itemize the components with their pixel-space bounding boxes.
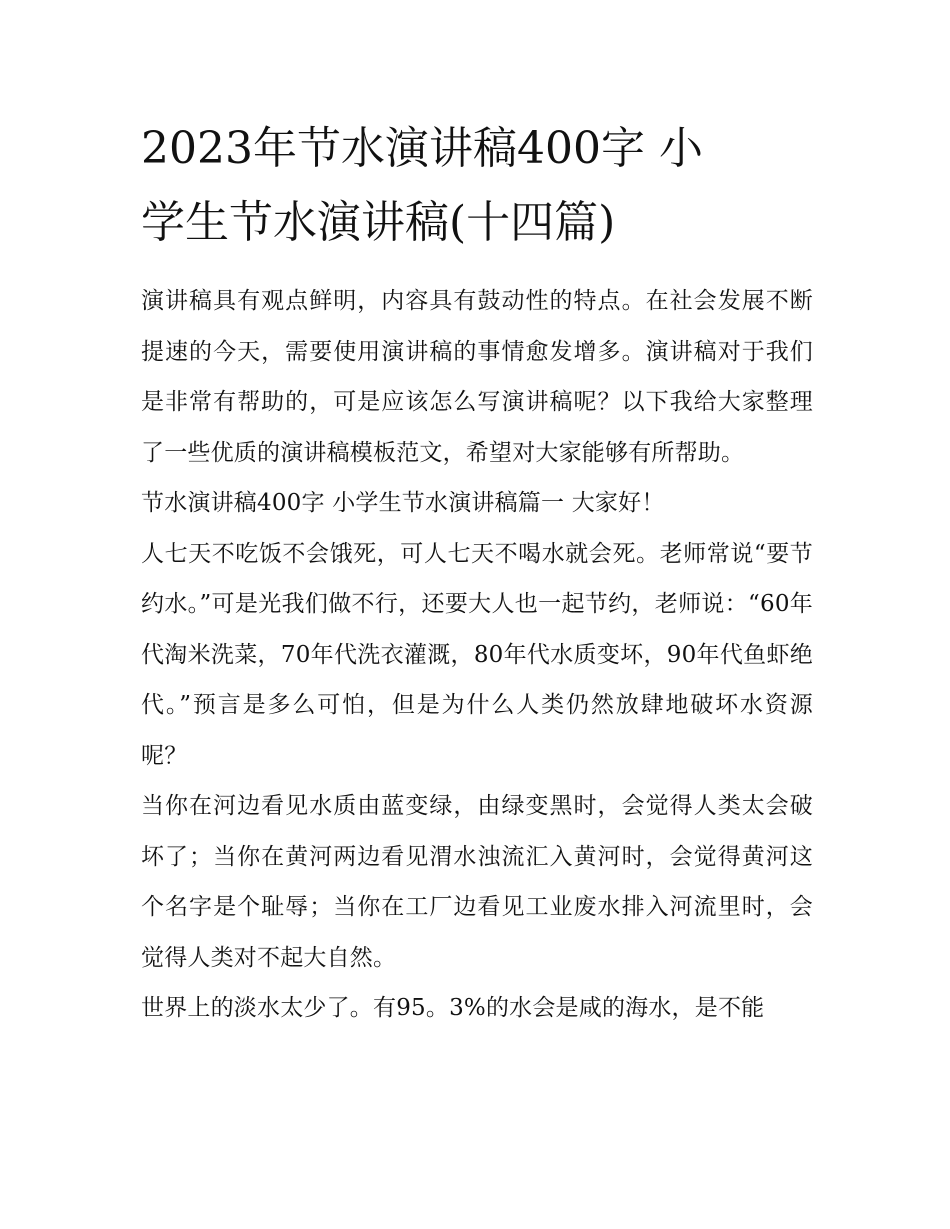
title-line-2: 学生节水演讲稿(十四篇) [141, 197, 616, 248]
document-title [141, 112, 813, 260]
body-paragraph: 世界上的淡水太少了。有95。3%的水会是咸的海水，是不能 [141, 995, 765, 1021]
document-body [141, 276, 813, 1034]
body-paragraph: 当你在河边看见水质由蓝变绿，由绿变黑时，会觉得人类太会破坏了；当你在黄河两边看见渭水浊流汇入黄河时，会觉得黄河这个名字是个耻辱；当你在工厂边看见工业废水排入河流里时，会觉得人类对不起大自然。 [141, 793, 813, 971]
title-line-1: 2023年节水演讲稿400字 小 [141, 123, 703, 174]
document-content [141, 112, 813, 1034]
body-paragraph: 人七天不吃饭不会饿死，可人七天不喝水就会死。老师常说“要节约水。”可是光我们做不行，还要大人也一起节约，老师说：“60年代淘米洗菜，70年代洗衣灌溉，80年代水质变坏，90年代鱼虾绝代。”预言是多么可怕，但是为什么人类仍然放肆地破坏水资源呢？ [141, 540, 813, 769]
section-heading-paragraph: 节水演讲稿400字 小学生节水演讲稿篇一 大家好！ [141, 490, 665, 516]
intro-paragraph: 演讲稿具有观点鲜明，内容具有鼓动性的特点。在社会发展不断提速的今天，需要使用演讲稿的事情愈发增多。演讲稿对于我们是非常有帮助的，可是应该怎么写演讲稿呢？以下我给大家整理了一些优质的演讲稿模板范文，希望对大家能够有所帮助。 [141, 288, 813, 466]
